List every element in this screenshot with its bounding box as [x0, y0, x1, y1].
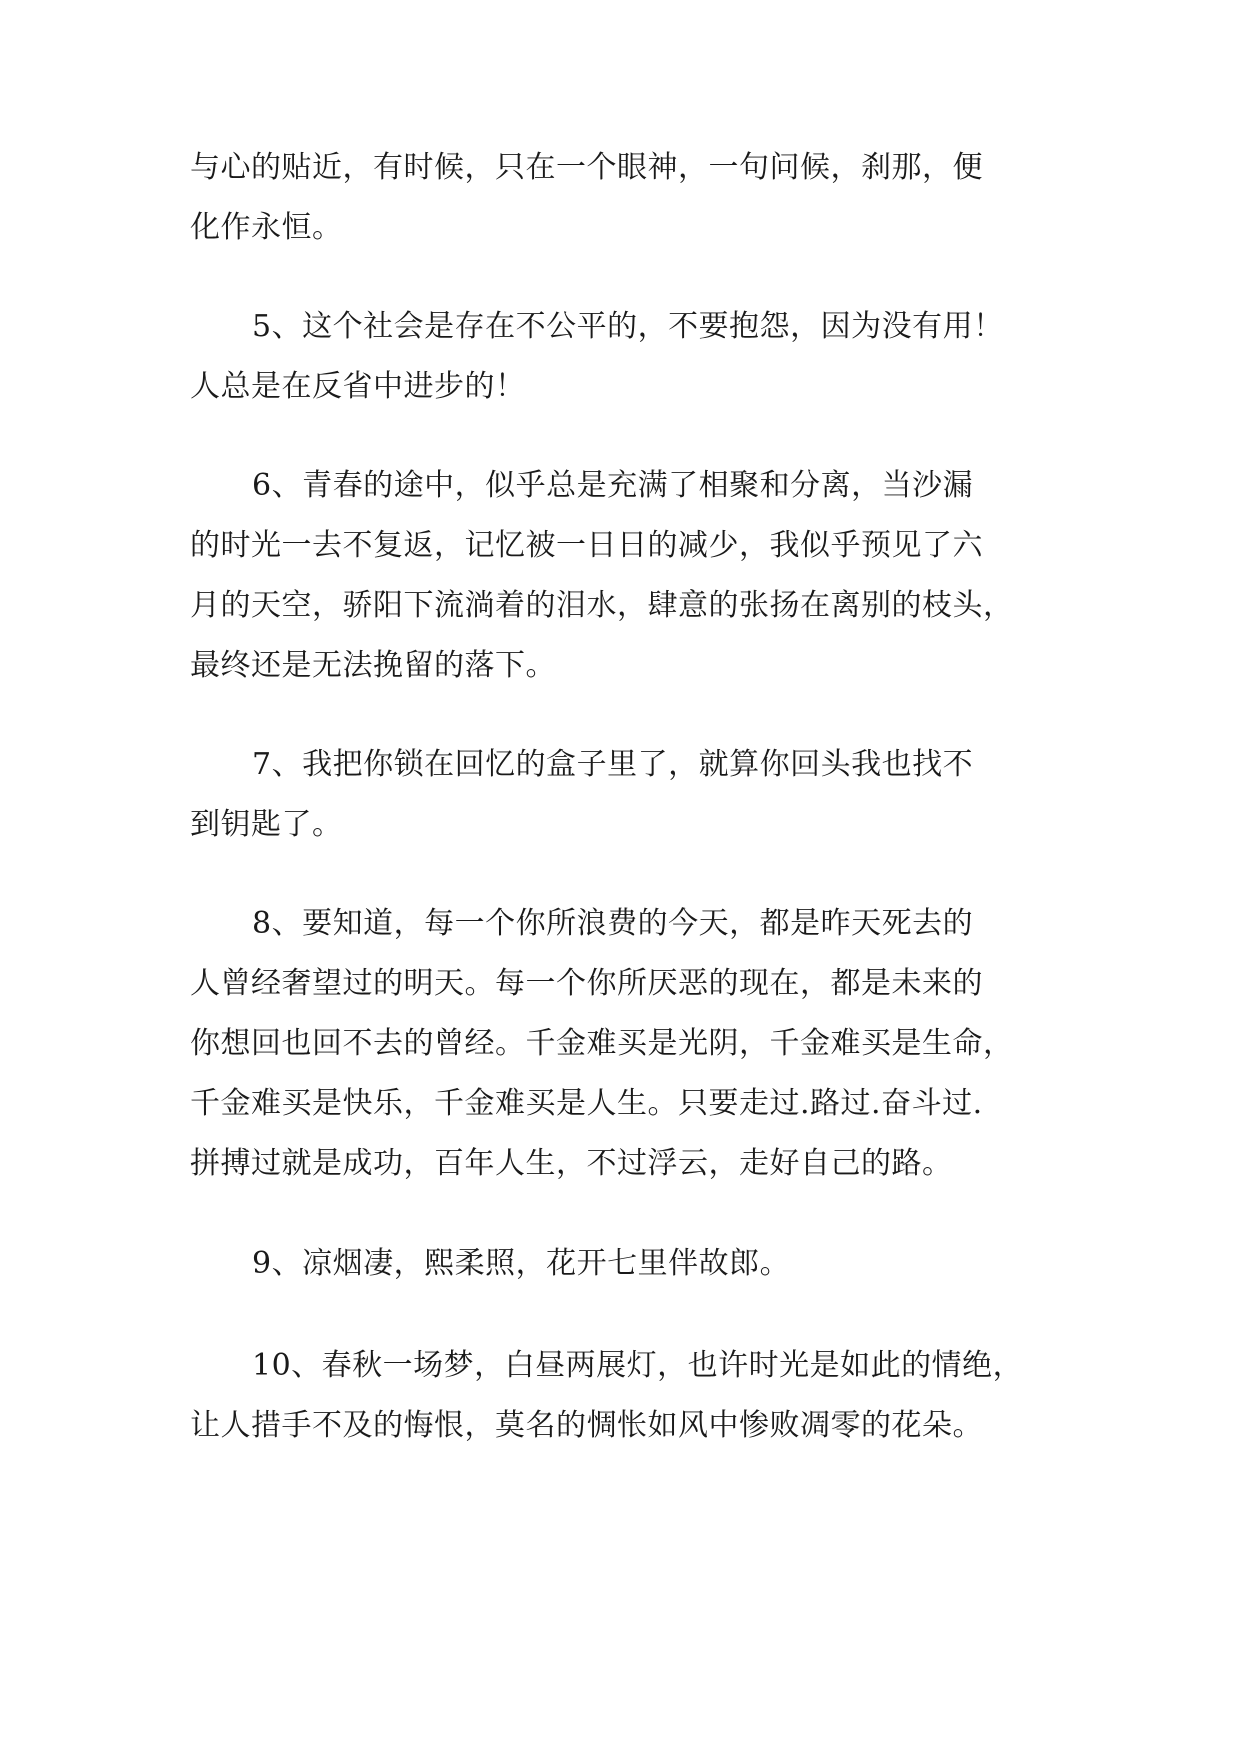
text-line: 10、春秋一场梦，白昼两展灯，也许时光是如此的情绝， — [252, 1348, 1024, 1383]
text-line: 拼搏过就是成功，百年人生，不过浮云，走好自己的路。 — [190, 1146, 953, 1181]
text-line: 千金难买是快乐，千金难买是人生。只要走过.路过.奋斗过. — [190, 1086, 983, 1121]
text-line: 月的天空，骄阳下流淌着的泪水，肆意的张扬在离别的枝头， — [190, 588, 1014, 623]
text-line: 人总是在反省中进步的！ — [190, 369, 526, 404]
paragraph-item-10 — [190, 1336, 1023, 1456]
text-line: 7、我把你锁在回忆的盒子里了，就算你回头我也找不 — [252, 747, 974, 782]
paragraph-continuation — [190, 138, 983, 258]
text-line: 9、凉烟凄，熙柔照，花开七里伴故郎。 — [252, 1246, 791, 1281]
text-line: 你想回也回不去的曾经。千金难买是光阴，千金难买是生命， — [190, 1026, 1014, 1061]
text-line: 化作永恒。 — [190, 210, 343, 245]
paragraph-item-6 — [190, 456, 1014, 696]
text-line: 5、这个社会是存在不公平的，不要抱怨，因为没有用！ — [252, 309, 1004, 344]
text-line: 6、青春的途中，似乎总是充满了相聚和分离，当沙漏 — [252, 468, 974, 503]
paragraph-item-8 — [190, 894, 1014, 1194]
paragraph-item-9 — [190, 1234, 790, 1294]
text-line: 与心的贴近，有时候，只在一个眼神，一句问候，刹那，便 — [190, 150, 983, 185]
paragraph-item-5 — [190, 297, 1004, 417]
paragraph-item-7 — [190, 735, 973, 855]
text-line: 让人措手不及的悔恨，莫名的惆怅如风中惨败凋零的花朵。 — [190, 1408, 983, 1443]
text-line: 到钥匙了。 — [190, 807, 343, 842]
text-line: 的时光一去不复返，记忆被一日日的减少，我似乎预见了六 — [190, 528, 983, 563]
text-line: 最终还是无法挽留的落下。 — [190, 648, 556, 683]
text-line: 人曾经奢望过的明天。每一个你所厌恶的现在，都是未来的 — [190, 966, 983, 1001]
text-line: 8、要知道，每一个你所浪费的今天，都是昨天死去的 — [252, 906, 974, 941]
